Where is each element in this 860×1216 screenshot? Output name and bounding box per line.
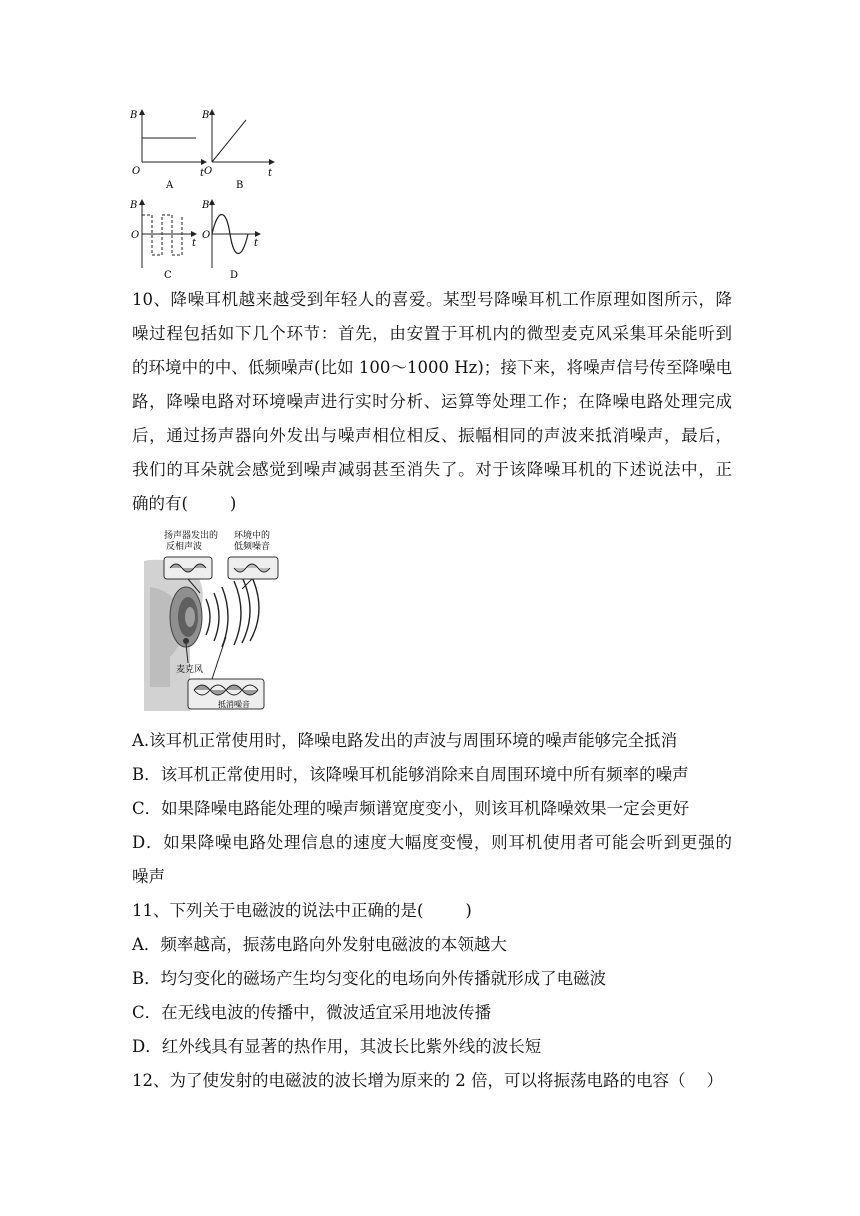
graph-c-y-label: B [130,200,138,211]
anti-phase-wave-box [164,557,212,579]
graph-a-y-label: B [130,110,138,121]
q10-option-c: C．如果降噪电路能处理的噪声频谱宽度变小，则该耳机降噪效果一定会更好 [132,799,690,818]
env-noise-wave-box [228,557,278,579]
bt-graphs-figure [126,100,276,282]
q10-line: 10、降噪耳机越来越受到年轻人的喜爱。某型号降噪耳机工作原理如图所示，降 [132,290,732,309]
graph-b-y-label: B [202,110,210,121]
q10-option-b: B．该耳机正常使用时，该降噪耳机能够消除来自周围环境中所有频率的噪声 [132,765,689,784]
graph-d-caption: D [230,270,239,281]
graph-c-caption: C [164,270,172,281]
q11-stem: 11、下列关于电磁波的说法中正确的是( ) [132,901,472,920]
graph-d [201,200,260,281]
question-12 [132,1064,732,1098]
q12-stem: 12、为了使发射的电磁波的波长增为原来的 2 倍，可以将振荡电路的电容（ ） [132,1071,723,1090]
q10-line: 我们的耳朵就会感觉到噪声减弱甚至消失了。对于该降噪耳机的下述说法中，正 [132,460,732,479]
q10-line: 路，降噪电路对环境噪声进行实时分析、运算等处理工作；在降噪电路处理完成 [132,392,732,411]
q10-option-d-cont: 噪声 [132,867,165,886]
graph-b [201,110,274,191]
graph-b-x-label: t [268,168,273,179]
q11-option-b: B．均匀变化的磁场产生均匀变化的电场向外传播就形成了电磁波 [132,969,607,988]
question-10-stem [132,283,732,521]
graph-c-origin: O [131,230,140,241]
graph-a-x-label: t [200,168,205,179]
graph-d-origin: O [202,230,211,241]
graph-d-x-label: t [254,238,259,249]
q10-option-a: A.该耳机正常使用时，降噪电路发出的声波与周围环境的噪声能够完全抵消 [132,731,678,750]
label-mic: 麦克风 [176,665,204,675]
question-10-options [132,724,732,894]
q11-option-d: D．红外线具有显著的热作用，其波长比紫外线的波长短 [132,1037,542,1056]
label-speaker-line2: 反相声波 [166,542,203,552]
q10-line: 后，通过扬声器向外发出与噪声相位相反、振幅相同的声波来抵消噪声，最后， [132,426,732,445]
label-cancel: 抵消噪音 [218,700,250,709]
graph-a [129,110,206,191]
q11-option-a: A．频率越高，振荡电路向外发射电磁波的本领越大 [132,935,507,954]
graph-b-caption: B [236,180,244,191]
q10-option-d: D．如果降噪电路处理信息的速度大幅度变慢，则耳机使用者可能会听到更强的 [132,833,732,852]
graph-b-origin: O [204,166,213,177]
headphone-diagram [142,527,284,711]
q10-line: 噪过程包括如下几个环节：首先，由安置于耳机内的微型麦克风采集耳朵能听到 [132,324,732,343]
graph-d-y-label: B [202,200,210,211]
graph-c-x-label: t [192,238,197,249]
q10-line: 的环境中的中、低频噪声(比如 100～1000 Hz)；接下来，将噪声信号传至降噪电 [132,358,732,377]
q10-line: 确的有( ) [132,494,237,513]
label-env-line2: 低频噪音 [234,542,271,552]
label-speaker-line1: 扬声器发出的 [164,531,219,541]
label-env-line1: 环境中的 [234,531,271,541]
graph-a-origin: O [132,166,141,177]
graph-a-caption: A [166,180,174,191]
q11-option-c: C．在无线电波的传播中，微波适宜采用地波传播 [132,1003,492,1022]
graph-c [129,200,197,281]
cancelled-wave-box [188,679,264,709]
question-11 [132,894,732,1064]
